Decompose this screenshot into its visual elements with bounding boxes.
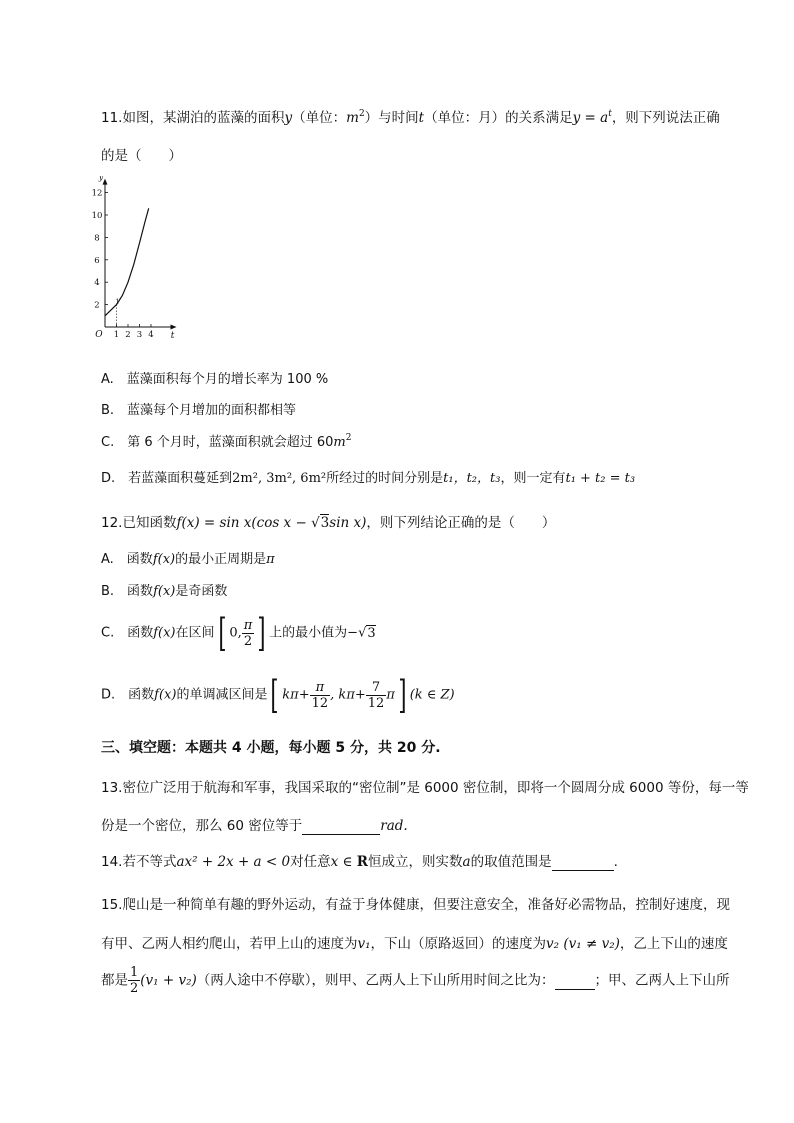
q12-c-suffix: 上的最小值为 bbox=[269, 625, 348, 641]
q13-answer-blank[interactable] bbox=[302, 818, 380, 835]
q15-answer-blank[interactable] bbox=[555, 973, 595, 990]
q11-text-3: ）与时间 bbox=[364, 110, 419, 126]
q12-d-mid: 的单调减区间是 bbox=[176, 687, 268, 703]
q12-d-pi2: π bbox=[386, 687, 395, 703]
q12-c-zero: 0, bbox=[229, 625, 242, 641]
q12-c-mid: 在区间 bbox=[175, 625, 215, 641]
q12-option-a bbox=[101, 548, 275, 567]
q11-var-t: t bbox=[418, 110, 425, 126]
q13-text: 份是一个密位，那么 60 密位等于 bbox=[101, 818, 303, 834]
q15-v1: v₁ bbox=[357, 936, 371, 952]
q15-line2-mid: ，下山（原路返回）的速度为 bbox=[370, 936, 547, 952]
annotation-label: 1 bbox=[115, 297, 120, 306]
q15-line2 bbox=[101, 932, 728, 952]
q15-half bbox=[128, 965, 140, 996]
q15-line2-prefix: 有甲、乙两人相约爬山，若甲上山的速度为 bbox=[101, 936, 358, 952]
q12-c-f: f(x) bbox=[153, 625, 176, 641]
q11-text-2: （单位： bbox=[292, 110, 347, 126]
q15-line3-mid: （两人途中不停歇），则甲、乙两人上下山所用时间之比为： bbox=[196, 972, 555, 989]
q12-d-den2: 12 bbox=[367, 695, 385, 711]
q12-a-prefix: A. 函数 bbox=[101, 552, 153, 567]
q12-c-fraction bbox=[242, 618, 255, 649]
q12-c-den: 2 bbox=[243, 633, 253, 649]
q14-prefix: 14.若不等式 bbox=[101, 854, 177, 870]
q11-option-d-mid: 所经过的时间分别是 bbox=[326, 471, 444, 486]
q12-option-d: D. 函数f(x)的单调减区间是[ kπ+ $\frac{\pi}{12}$ , kπ+ $\frac{7}{12}$ π] (k ∈ Z) bbox=[101, 673, 455, 717]
q11-option-d-relation: t₁ + t₂ = t₃ bbox=[565, 471, 636, 486]
q11-option-d bbox=[101, 467, 635, 486]
q11-option-c bbox=[101, 431, 351, 450]
q12-function: f(x) = sin x(cos x − bbox=[176, 515, 312, 531]
q12-a-f: f(x) bbox=[152, 552, 176, 567]
q12-c-num: π bbox=[243, 617, 253, 633]
q13-line1: 13.密位广泛用于航海和军事，我国采取的“密位制”是 6000 密位制，即将一个圆周分成 6000 等份，每一等 bbox=[101, 780, 749, 796]
y-tick-label: 4 bbox=[94, 278, 100, 289]
q12-d-kpi2: , kπ+ bbox=[330, 687, 366, 703]
q11-unit-exp: 2 bbox=[358, 109, 365, 119]
q11-stem-line2: 的是（ ） bbox=[101, 148, 182, 164]
q12-b-prefix: B. 函数 bbox=[101, 584, 154, 599]
q11-formula-exp: t bbox=[608, 109, 612, 119]
x-tick-label: 4 bbox=[148, 330, 154, 340]
q15-line2-suffix: ，乙上下山的速度 bbox=[619, 936, 728, 952]
q12-c-sqrt: 3 bbox=[367, 625, 376, 641]
q11-option-c-exp: 2 bbox=[345, 433, 352, 443]
q12-d-prefix: D. 函数 bbox=[101, 687, 155, 703]
q12-d-kpi1: kπ+ bbox=[282, 687, 310, 703]
q12-c-prefix: C. 函数 bbox=[101, 625, 154, 641]
q14-var-a: a bbox=[462, 854, 471, 870]
q15-line3 bbox=[101, 965, 730, 996]
q12-b-suffix: 是奇函数 bbox=[175, 584, 228, 599]
q11-option-d-times: t₁，t₂，t₃ bbox=[443, 471, 501, 486]
y-tick-label: 10 bbox=[91, 211, 103, 221]
q12-d-den1: 12 bbox=[311, 695, 329, 711]
q14-real-set: R bbox=[356, 854, 369, 870]
q11-text-5: ，则下列说法正确 bbox=[611, 110, 720, 126]
q15-line3-mid2: ；甲、乙两人上下山所 bbox=[594, 972, 730, 989]
q12-option-b bbox=[101, 580, 227, 599]
q12-a-pi: π bbox=[266, 552, 275, 567]
x-tick-label: 2 bbox=[125, 330, 131, 340]
q14-inequality: ax² + 2x + a < 0 bbox=[176, 854, 291, 870]
x-axis-arrow bbox=[171, 325, 177, 330]
x-tick-label: 3 bbox=[136, 330, 143, 340]
q15-half-tail: (v₁ + v₂) bbox=[140, 972, 197, 989]
q12-d-fraction2 bbox=[366, 680, 387, 711]
q11-unit-m: m bbox=[346, 110, 359, 126]
q12-stem-suffix: ，则下列结论正确的是（ ） bbox=[366, 515, 556, 531]
q15-line3-prefix: 都是 bbox=[101, 972, 128, 989]
q14-suffix: 的取值范围是 bbox=[470, 854, 552, 870]
q11-option-b: B. 蓝藻每个月增加的面积都相等 bbox=[101, 403, 297, 418]
q12-stem: 12.已知函数f(x) = sin x(cos x − √3sin x)，则下列结论正确的是（ ） bbox=[101, 515, 556, 531]
q11-option-d-text: D. 若蓝藻面积蔓延到 bbox=[101, 471, 233, 486]
q13-unit: rad. bbox=[380, 818, 408, 834]
q12-option-c: C. 函数f(x)在区间[ 0, $\frac{\pi}{2}$ ] 上的最小值为−√3 bbox=[101, 611, 376, 655]
q15-v2-condition: v₂ (v₁ ≠ v₂) bbox=[546, 936, 620, 952]
y-tick-label: 6 bbox=[94, 255, 100, 266]
y-tick-label: 2 bbox=[94, 300, 100, 311]
q12-d-num2: 7 bbox=[366, 680, 387, 696]
q12-c-minus: − bbox=[347, 625, 359, 641]
origin-label: O bbox=[95, 330, 103, 340]
q11-stem-line1 bbox=[101, 106, 720, 126]
series-curve-0 bbox=[105, 208, 149, 315]
q11-option-a: A. 蓝藻面积每个月的增长率为 100 % bbox=[101, 372, 329, 387]
q12-d-f: f(x) bbox=[154, 687, 177, 703]
q12-sqrt3: 3 bbox=[320, 515, 330, 531]
y-tick-label: 8 bbox=[94, 233, 100, 244]
q13-line2 bbox=[101, 814, 408, 835]
q15-half-num: 1 bbox=[130, 965, 139, 980]
x-axis-label: t bbox=[170, 331, 175, 341]
q14-dot: . bbox=[613, 854, 618, 870]
x-tick-label: 1 bbox=[113, 330, 120, 340]
q11-text-1: 11.如图，某湖泊的蓝藻的面积 bbox=[101, 110, 285, 126]
y-tick-label: 12 bbox=[91, 188, 103, 199]
q11-text-4: （单位：月）的关系满足 bbox=[424, 110, 573, 126]
q11-option-c-unit: m bbox=[333, 435, 346, 450]
q11-option-d-areas: 2m², 3m², 6m² bbox=[232, 471, 327, 486]
q14-stem bbox=[101, 850, 618, 871]
q15-line1: 15.爬山是一种简单有趣的野外运动，有益于身体健康，但要注意安全，准备好必需物品，控制好速度，现 bbox=[101, 897, 730, 913]
q14-answer-blank[interactable] bbox=[552, 854, 614, 871]
q14-forall: x ∈ bbox=[330, 854, 357, 870]
q14-mid: 对任意 bbox=[290, 854, 331, 870]
q12-d-num1: π bbox=[310, 680, 331, 696]
q12-b-f: f(x) bbox=[153, 584, 176, 599]
y-axis-label: y bbox=[98, 176, 104, 182]
q14-mid2: 恒成立，则实数 bbox=[368, 854, 463, 870]
q12-function-tail: sin x) bbox=[329, 515, 367, 531]
q11-graph bbox=[84, 176, 194, 346]
q12-a-suffix: 的最小正周期是 bbox=[175, 552, 267, 567]
q12-d-fraction1 bbox=[310, 680, 331, 711]
q11-var-y: y bbox=[284, 110, 293, 126]
q11-option-d-mid2: ，则一定有 bbox=[500, 471, 566, 486]
q15-half-den: 2 bbox=[130, 981, 139, 996]
q12-d-cond: (k ∈ Z) bbox=[409, 687, 455, 703]
section-heading: 三、填空题：本题共 4 小题，每小题 5 分，共 20 分. bbox=[101, 740, 441, 756]
q11-formula: y = a bbox=[572, 110, 609, 126]
q11-option-c-text: C. 第 6 个月时，蓝藻面积就会超过 60 bbox=[101, 435, 334, 450]
q12-stem-prefix: 12.已知函数 bbox=[101, 515, 177, 531]
